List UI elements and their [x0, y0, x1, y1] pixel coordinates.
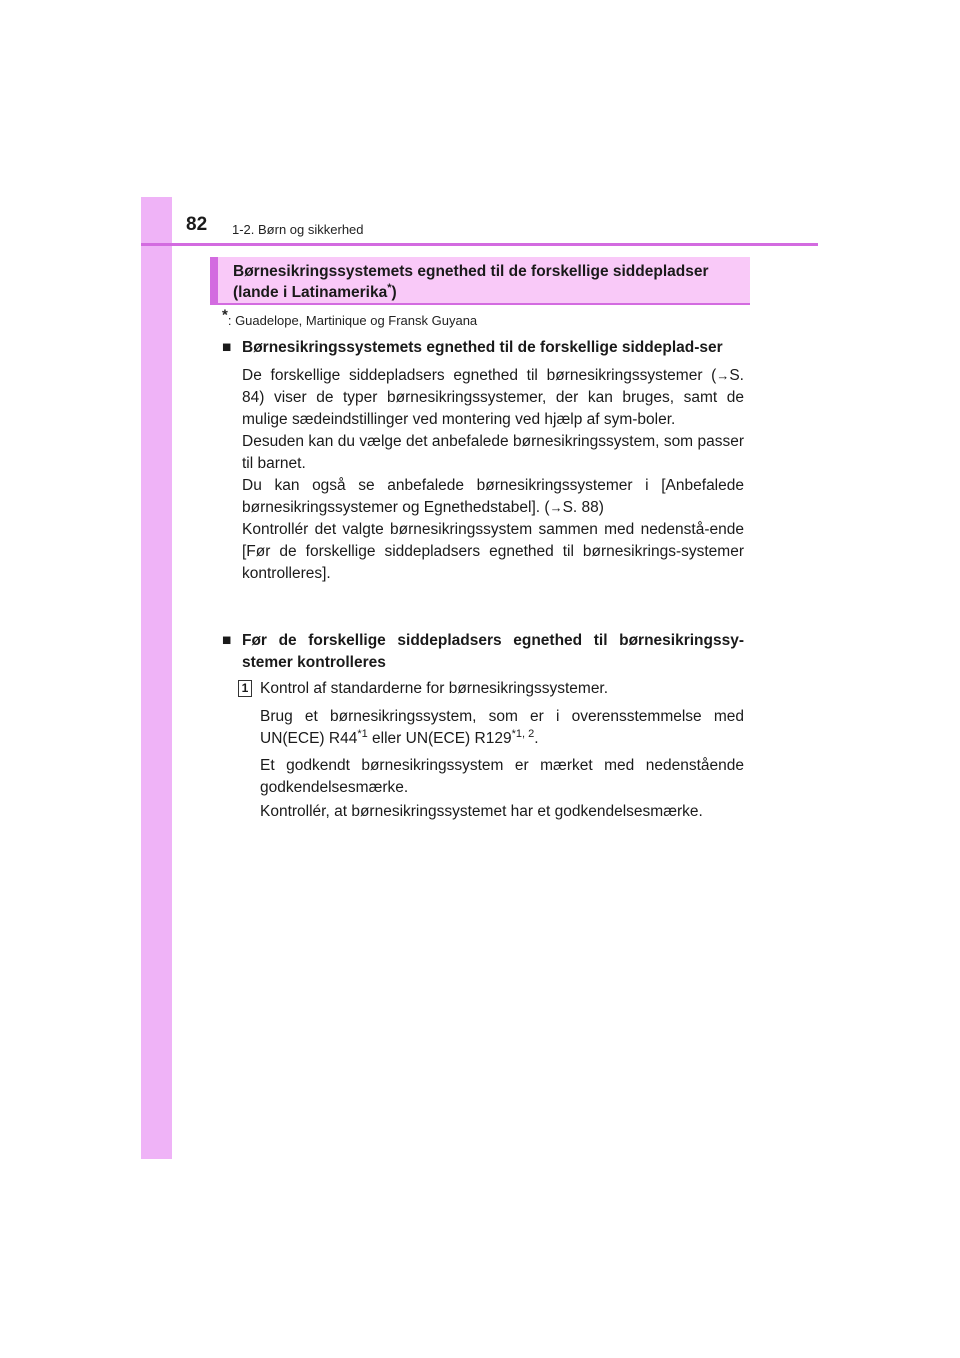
chapter-title: 1-2. Børn og sikkerhed	[232, 222, 364, 237]
section-title-box	[210, 257, 750, 305]
arrow-right-icon: →	[716, 368, 730, 383]
section-title-close: )	[391, 284, 397, 301]
section2-heading-text: Før de forskellige siddepladsers egnethed til børnesikringssy-stemer kontrolleres	[242, 632, 744, 671]
section1-heading-text: Børnesikringssystemets egnethed til de forskellige siddeplad-ser	[242, 339, 723, 356]
section-title-line2	[233, 282, 750, 303]
section-title-line1: Børnesikringssystemets egnethed til de forskellige siddepladser	[233, 263, 709, 280]
section1-paragraph2: Desuden kan du vælge det anbefalede børnesikringssystem, som passer til barnet.	[242, 433, 744, 472]
section1-paragraph1: De forskellige siddepladsers egnethed til børnesikringssystemer (→S. 84) viser de typer børnesikringssystemer, der kan bruges, samt de mulige sædeindstillinger ved montering ved hjælp af sym-boler.	[242, 367, 744, 428]
section2-heading	[222, 630, 744, 674]
footnote-ref-1: *1	[357, 727, 368, 740]
header-divider	[141, 243, 818, 246]
section-title-star: *	[387, 281, 392, 294]
section2	[222, 630, 744, 674]
step-number-badge: 1	[238, 680, 252, 697]
step1-paragraph3: Kontrollér, at børnesikringssystemet har et godkendelsesmærke.	[260, 803, 703, 820]
footnote-ref-2: *1, 2	[511, 727, 535, 740]
section1	[222, 337, 744, 585]
arrow-right-icon: →	[549, 500, 563, 515]
section1-heading	[222, 337, 744, 359]
square-bullet-icon: ■	[222, 632, 232, 649]
section1-paragraph3: Du kan også se anbefalede børnesikringssystemer i [Anbefalede børnesikringssystemer og Egnethedstabel]. (→S. 88)	[242, 477, 744, 516]
footnote-text: : Guadelope, Martinique og Fransk Guyana	[227, 313, 478, 328]
footnote-star: *	[222, 306, 228, 324]
section1-paragraph4: Kontrollér det valgte børnesikringssystem sammen med nedenstå-ende [Før de forskellige siddepladsers egnethed til børnesikrings-systemer kontrolleres].	[242, 521, 744, 582]
footnote	[222, 306, 478, 328]
step1-paragraph1: Brug et børnesikringssystem, som er i overensstemmelse med UN(ECE) R44$^{*1}$ eller UN(ECE) R129$^{*1, 2}$.	[260, 708, 744, 747]
section-title-text: (lande i Latinamerika	[233, 284, 388, 301]
step1-title: Kontrol af standarderne for børnesikringssystemer.	[260, 680, 609, 697]
square-bullet-icon: ■	[222, 339, 232, 356]
page-number: 82	[186, 214, 208, 235]
chapter-sidebar-tab	[141, 197, 172, 1159]
step1-paragraph2: Et godkendt børnesikringssystem er mærket med nedenstående godkendelsesmærke.	[260, 757, 744, 796]
